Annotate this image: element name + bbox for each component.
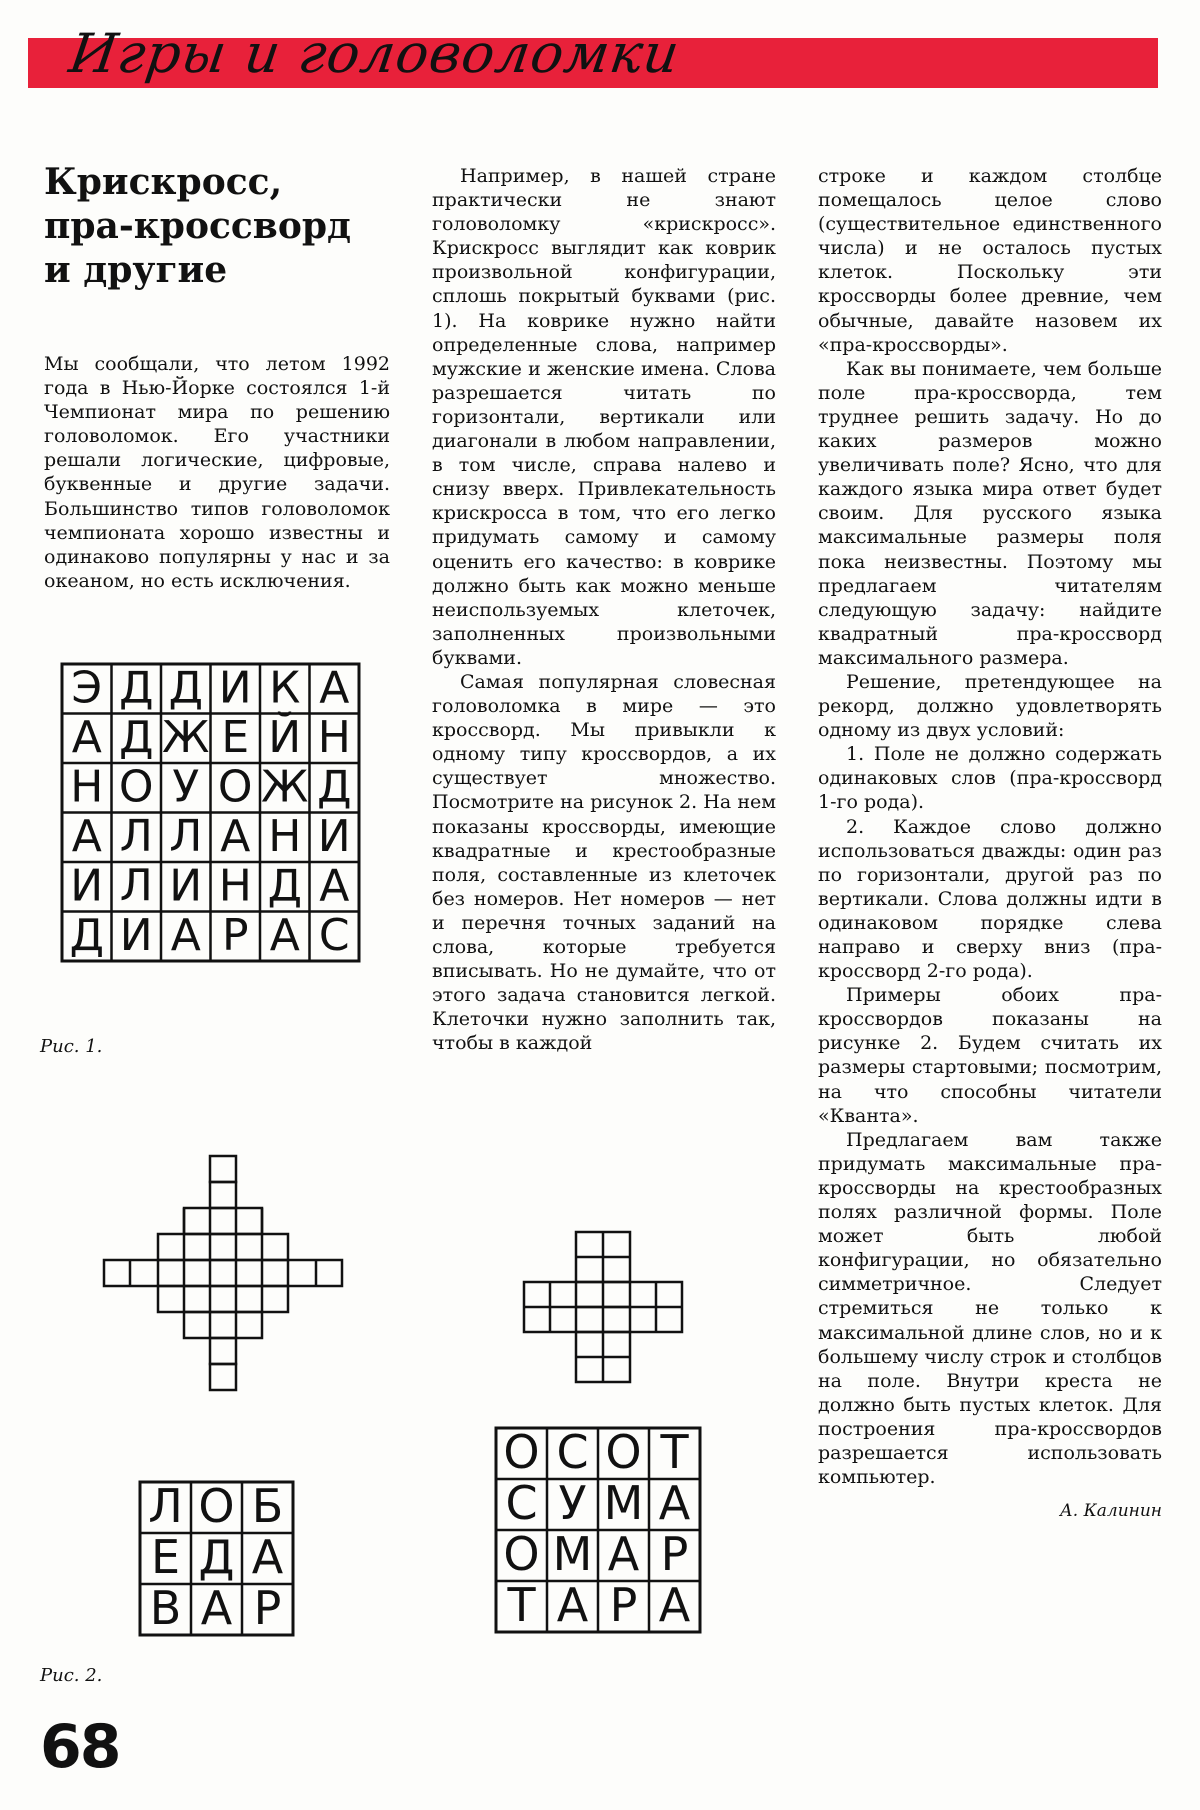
grid-letter: О	[118, 761, 154, 813]
grid-letter: А	[269, 910, 300, 962]
title-line: и другие	[44, 249, 228, 291]
grid-letter: Д	[198, 1529, 235, 1584]
grid-letter: Н	[218, 860, 252, 912]
grid-letter: Р	[253, 1580, 282, 1635]
grid-letter: С	[556, 1424, 589, 1479]
paragraph: 1. Поле не должно содержать одинаковых слов (пра-кроссворд 1-го рода).	[818, 743, 1162, 814]
grid-letter: М	[552, 1526, 593, 1581]
grid-letter: Т	[660, 1424, 689, 1479]
grid-letter: А	[319, 662, 350, 714]
grid-letter: Р	[609, 1577, 638, 1632]
grid-letter: Д	[119, 712, 154, 764]
grid-letter: А	[71, 811, 102, 863]
grid-letter: О	[503, 1424, 540, 1479]
title-line: пра-кроссворд	[44, 205, 352, 247]
grid-letter: Д	[267, 860, 302, 912]
grid-letter: Ж	[162, 712, 210, 764]
grid-letter: И	[218, 662, 252, 714]
figure-1-caption: Рис. 1.	[40, 1036, 103, 1057]
grid-letter: И	[119, 910, 153, 962]
paragraph: Например, в нашей стране практически не знают головоломку «крискросс». Крискросс выглядит как коврик произвольной конфигурации, сплошь покрытый буквами (рис. 1). На коврике нужно найти определенные слова, например мужские и женские имена. Слова разрешается читать по горизонтали, вертикали или диагонали в любом направлении, в том числе, справа налево и снизу вверх. Привлекательность крискросса в том, что его легко придумать самому и самому оценить его качество: в коврике должно быть как можно меньше неиспользуемых клеточек, заполненных произвольными буквами.	[432, 165, 776, 669]
grid-letter: К	[269, 662, 301, 714]
grid-letter: У	[172, 761, 200, 813]
grid-letter: О	[503, 1526, 540, 1581]
paragraph: строке и каждом столбце помещалось целое слово (существительное единственного числа) и не осталось пустых клеток. Поскольку эти кроссворды более древние, чем обычные, давайте назовем их «пра-кроссворды».	[818, 165, 1162, 356]
grid-letter: Е	[221, 712, 250, 764]
grid-letter: Л	[119, 811, 153, 863]
title-line: Крискросс,	[44, 161, 283, 203]
grid-letter: И	[70, 860, 104, 912]
grid-letter: Р	[660, 1526, 689, 1581]
page-number: 68	[40, 1712, 120, 1782]
grid-letter: Д	[168, 662, 203, 714]
grid-letter: Д	[119, 662, 154, 714]
grid-letter: О	[198, 1478, 235, 1533]
grid-letter: А	[658, 1577, 691, 1632]
grid-letter: Э	[71, 662, 103, 714]
paragraph: Примеры обоих пра-кроссвордов показаны на рисунке 2. Будем считать их размеры стартовыми; посмотрим, на что способны читатели «Кванта».	[818, 984, 1162, 1127]
grid-letter: Л	[148, 1478, 183, 1533]
grid-letter: А	[658, 1475, 691, 1530]
section-title: Игры и головоломки	[65, 22, 684, 85]
grid-letter: А	[251, 1529, 284, 1584]
grid-letter: Д	[317, 761, 352, 813]
paragraph: Решение, претендующее на рекорд, должно удовлетворять одному из двух условий:	[818, 670, 1162, 742]
grid-letter: А	[319, 860, 350, 912]
grid-letter: А	[556, 1577, 589, 1632]
grid-letter: Д	[69, 910, 104, 962]
grid-letter: Л	[119, 860, 153, 912]
grid-letter: М	[603, 1475, 644, 1530]
grid-letter: С	[505, 1475, 538, 1530]
grid-letter: А	[220, 811, 251, 863]
grid-letter: Л	[169, 811, 203, 863]
grid-letter: Й	[268, 712, 302, 764]
grid-letter: О	[605, 1424, 642, 1479]
figure-2-caption: Рис. 2.	[40, 1665, 103, 1686]
criss-cross-grid	[62, 663, 359, 962]
paragraph: 2. Каждое слово должно использоваться дважды: один раз по горизонтали, другой раз по вертикали. Слова должны идти в одинаковом порядке слева направо и сверху вниз (пра-кроссворд 2-го рода).	[818, 815, 1162, 983]
grid-letter: Е	[150, 1529, 181, 1584]
grid-letter: В	[149, 1580, 182, 1635]
grid-letter: Р	[221, 910, 249, 962]
grid-letter: Б	[251, 1478, 284, 1533]
paragraph: Предлагаем вам также придумать максимальные пра-кроссворды на крестообразных полях различной формы. Поле может быть любой конфигурации, но обязательно симметричное. Следует стремиться не только к максимальной длине слов, но и к большему числу строк и столбцов на поле. Внутри креста не должно быть пустых клеток. Для построения пра-кроссвордов разрешается использовать компьютер.	[818, 1128, 1162, 1489]
grid-letter: Ж	[261, 761, 309, 813]
grid-letter: У	[558, 1475, 587, 1530]
intro-paragraph: Мы сообщали, что летом 1992 года в Нью-Йорке состоялся 1-й Чемпионат мира по решению головоломок. Его участники решали логические, цифровые, буквенные и другие задачи. Большинство типов головоломок чемпионата хорошо известны и одинаково популярны у нас и за океаном, но есть исключения.	[44, 353, 390, 592]
grid-letter: Н	[268, 811, 302, 863]
grid-letter: Н	[317, 712, 351, 764]
grid-letter: А	[170, 910, 201, 962]
grid-letter: И	[169, 860, 203, 912]
grid-letter: А	[200, 1580, 233, 1635]
grid-letter: И	[317, 811, 351, 863]
grid-letter: А	[607, 1526, 640, 1581]
paragraph: Самая популярная словесная головоломка в мире — это кроссворд. Мы привыкли к одному типу кроссвордов, а их существует множество. Посмотрите на рисунок 2. На нем показаны кроссворды, имеющие квадратные и крестообразные поля, составленные из клеточек без номеров. Нет номеров — нет и перечня точных заданий на слова, которые требуется вписывать. Но не думайте, что от этого задача становится легкой. Клеточки нужно заполнить так, чтобы в каждой	[432, 670, 776, 1055]
author: А. Калинин	[1059, 1501, 1162, 1522]
grid-letter: О	[217, 761, 253, 813]
grid-letter: А	[71, 712, 102, 764]
paragraph: Как вы понимаете, чем больше поле пра-кроссворда, тем труднее решить задачу. Но до каких размеров можно увеличивать поле? Ясно, что для каждого языка мира ответ будет своим. Для русского языка максимальные размеры поля пока неизвестны. Поэтому мы предлагаем читателям следующую задачу: найдите квадратный пра-кроссворд максимального размера.	[818, 357, 1162, 669]
grid-letter: С	[318, 910, 350, 962]
grid-letter: Т	[507, 1577, 536, 1632]
grid-letter: Н	[70, 761, 104, 813]
